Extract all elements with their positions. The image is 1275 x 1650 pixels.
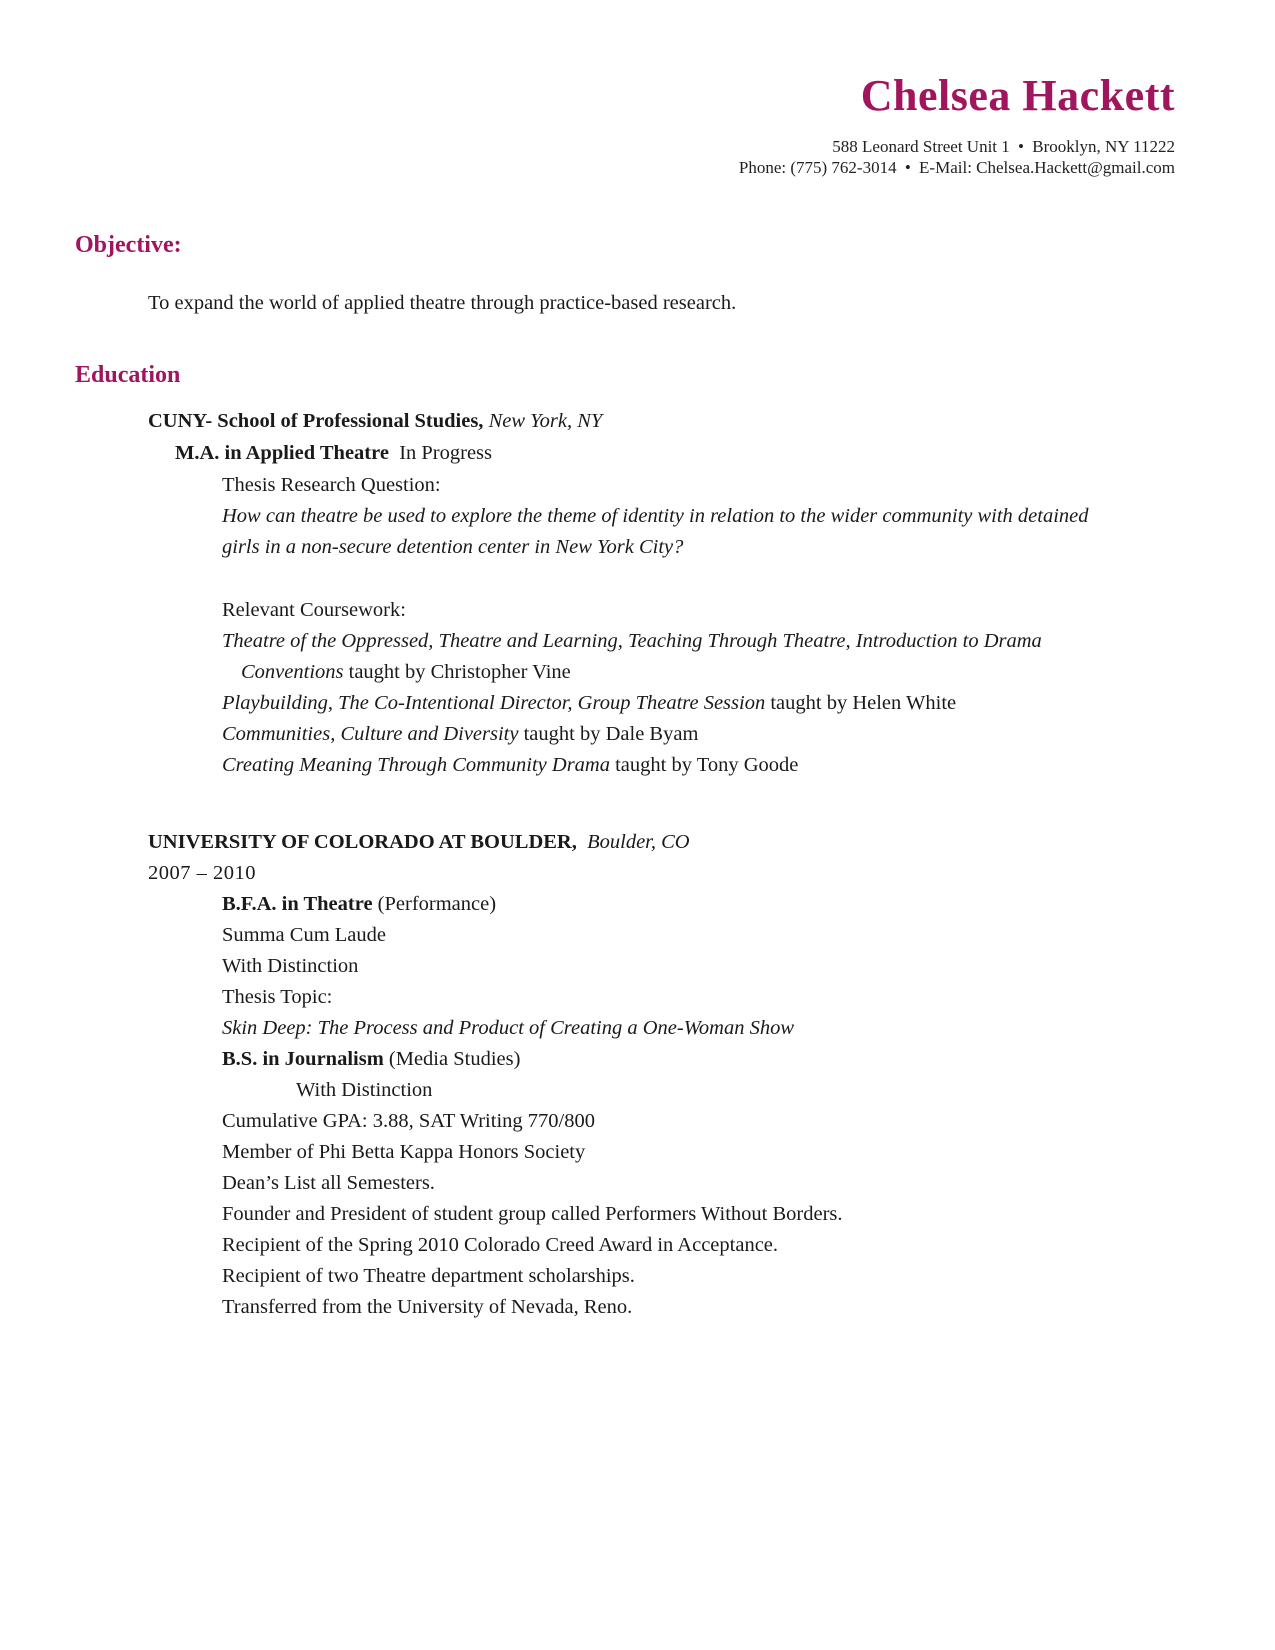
cuny-thesis-label: Thesis Research Question: <box>222 474 441 496</box>
cuny-thesis-question-line1: How can theatre be used to explore the theme of identity in relation to the wider community with detained <box>222 505 1089 527</box>
objective-heading: Objective: <box>75 232 182 258</box>
applicant-name: Chelsea Hackett <box>860 71 1175 120</box>
course-title: Playbuilding, The Co-Intentional Director, Group Theatre Session <box>222 692 766 714</box>
city-state-zip: Brooklyn, NY 11222 <box>1032 137 1175 156</box>
objective-text: To expand the world of applied theatre through practice-based research. <box>148 292 737 314</box>
bullet-separator: • <box>1018 137 1024 156</box>
bfa-degree: B.F.A. in Theatre <box>222 893 373 915</box>
phone-number: Phone: (775) 762-3014 <box>738 158 897 177</box>
education-heading: Education <box>75 362 181 388</box>
bfa-degree-line <box>222 889 496 919</box>
colorado-item-deans-list: Dean’s List all Semesters. <box>222 1172 435 1194</box>
cuny-degree-line <box>175 438 492 468</box>
honor-summa: Summa Cum Laude <box>222 924 386 946</box>
course-list-2 <box>222 688 956 718</box>
coursework-label: Relevant Coursework: <box>222 599 406 621</box>
address-line <box>739 136 1175 157</box>
street-address: 588 Leonard Street Unit 1 <box>832 137 1010 156</box>
cuny-status: In Progress <box>399 442 493 464</box>
bs-note: (Media Studies) <box>383 1048 521 1070</box>
course-list-4 <box>222 750 798 780</box>
course-title: Conventions <box>241 661 344 683</box>
course-instructor: taught by Dale Byam <box>518 723 699 745</box>
course-title: Creating Meaning Through Community Drama <box>222 754 610 776</box>
cuny-degree: M.A. in Applied Theatre <box>175 442 389 464</box>
course-list-1-line2 <box>241 657 571 687</box>
colorado-item-gpa: Cumulative GPA: 3.88, SAT Writing 770/800 <box>222 1110 595 1132</box>
phone-email-line <box>739 157 1175 178</box>
colorado-years: 2007 – 2010 <box>148 862 256 884</box>
colorado-location: Boulder, CO <box>587 831 690 853</box>
colorado-item-founder: Founder and President of student group called Performers Without Borders. <box>222 1203 843 1225</box>
cuny-location: New York, NY <box>488 410 603 432</box>
colorado-item-award: Recipient of the Spring 2010 Colorado Creed Award in Acceptance. <box>222 1234 779 1256</box>
bullet-separator: • <box>904 158 911 177</box>
honor-distinction: With Distinction <box>222 955 359 977</box>
course-instructor: taught by Tony Goode <box>609 754 799 776</box>
cuny-thesis-question-line2: girls in a non-secure detention center in New York City? <box>222 536 684 558</box>
cuny-school-name: CUNY- School of Professional Studies, <box>148 410 484 432</box>
colorado-school-name: UNIVERSITY OF COLORADO AT BOULDER, <box>148 831 577 853</box>
colorado-thesis-title: Skin Deep: The Process and Product of Creating a One-Woman Show <box>222 1017 795 1039</box>
course-title: Communities, Culture and Diversity <box>222 723 519 745</box>
colorado-item-scholarships: Recipient of two Theatre department scholarships. <box>222 1265 635 1287</box>
bs-honor: With Distinction <box>296 1079 433 1101</box>
resume-header <box>739 70 1175 178</box>
bfa-note: (Performance) <box>372 893 497 915</box>
bs-degree-line <box>222 1044 520 1074</box>
colorado-school-line <box>148 827 690 857</box>
email-address: E-Mail: Chelsea.Hackett@gmail.com <box>919 158 1175 177</box>
course-instructor: taught by Christopher Vine <box>343 661 571 683</box>
cuny-school-line <box>148 406 602 436</box>
colorado-item-transfer: Transferred from the University of Nevada, Reno. <box>222 1296 633 1318</box>
course-list-3 <box>222 719 698 749</box>
course-list-1-line1: Theatre of the Oppressed, Theatre and Learning, Teaching Through Theatre, Introduction to Drama <box>222 630 1042 652</box>
bs-degree: B.S. in Journalism <box>222 1048 384 1070</box>
colorado-thesis-label: Thesis Topic: <box>222 986 333 1008</box>
colorado-item-honors-society: Member of Phi Betta Kappa Honors Society <box>222 1141 586 1163</box>
course-instructor: taught by Helen White <box>765 692 957 714</box>
